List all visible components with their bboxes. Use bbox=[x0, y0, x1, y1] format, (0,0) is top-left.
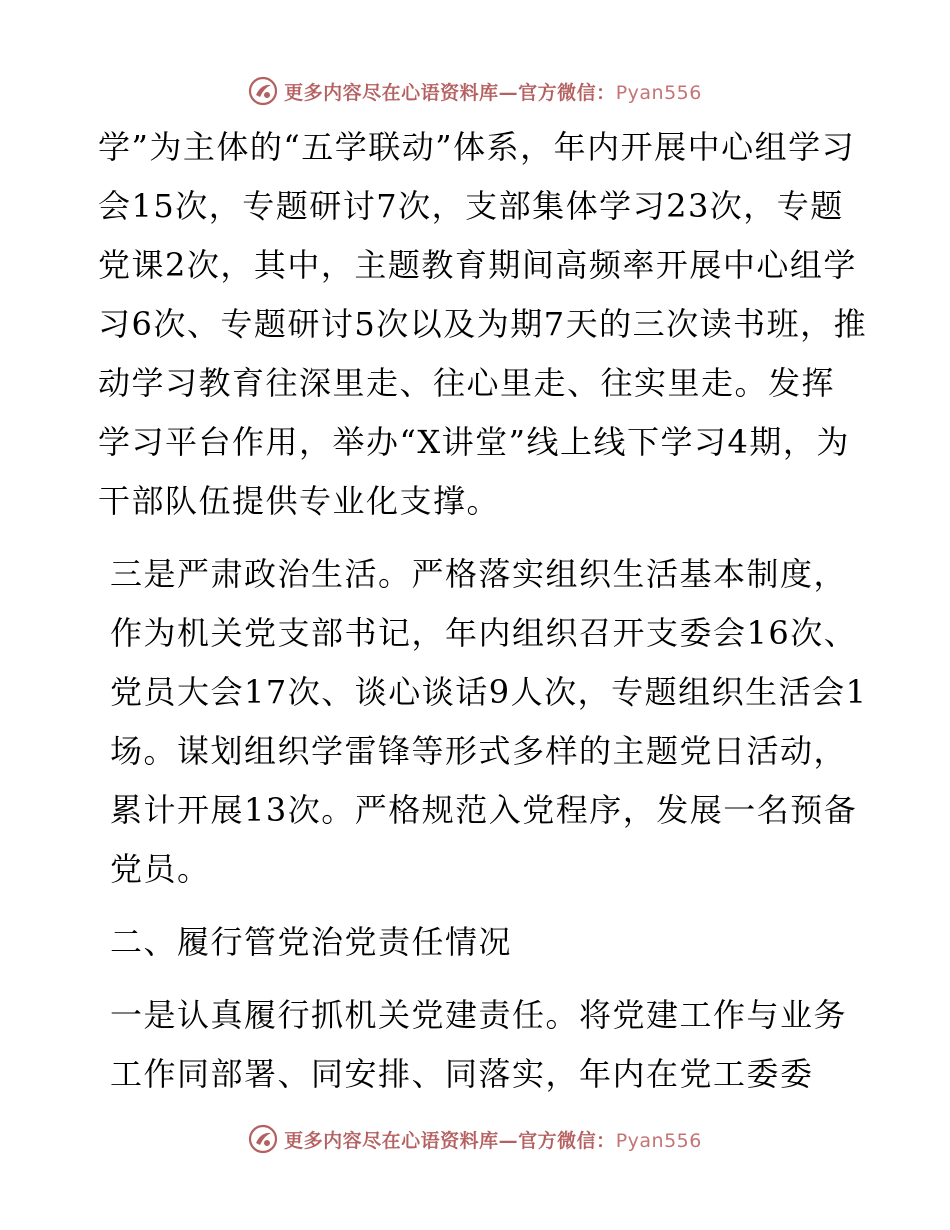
brand-logo-icon bbox=[248, 76, 278, 106]
watermark-separator: — bbox=[498, 81, 519, 104]
watermark-main: 更多内容尽在心语资料库 bbox=[284, 1129, 499, 1152]
watermark-text bbox=[284, 1126, 702, 1153]
watermark-wechat-id: Pyan556 bbox=[615, 81, 702, 104]
watermark-text bbox=[284, 78, 702, 105]
watermark-main: 更多内容尽在心语资料库 bbox=[284, 81, 499, 104]
watermark-label: 官方微信： bbox=[518, 81, 616, 104]
paragraph-party-building: 一是认真履行抓机关党建责任。将党建工作与业务工作同部署、同安排、同落实，年内在党工委委 bbox=[110, 996, 848, 1093]
paragraph-study-system: 学”为主体的“五学联动”体系，年内开展中心组学习会15次，专题研讨7次，支部集体学习23次，专题党课2次，其中，主题教育期间高频率开展中心组学习6次、专题研讨5次以及为期7天的三次读书班，推动学习教育往深里走、往心里走、往实里走。发挥学习平台作用，举办“X讲堂”线上线下学习4期，为干部队伍提供专业化支撑。 bbox=[98, 128, 868, 520]
header-watermark bbox=[0, 74, 950, 108]
watermark-separator: — bbox=[498, 1129, 519, 1152]
section-heading: 二、履行管党治党责任情况 bbox=[110, 923, 513, 961]
watermark-label: 官方微信： bbox=[518, 1129, 616, 1152]
footer-watermark bbox=[0, 1122, 950, 1156]
paragraph-political-life: 三是严肃政治生活。严格落实组织生活基本制度，作为机关党支部书记，年内组织召开支委会16次、党员大会17次、谈心谈话9人次，专题组织生活会1场。谋划组织学雷锋等形式多样的主题党日活动，累计开展13次。严格规范入党程序，发展一名预备党员。 bbox=[110, 555, 868, 888]
document-body bbox=[98, 118, 868, 1104]
watermark-wechat-id: Pyan556 bbox=[615, 1129, 702, 1152]
brand-logo-icon bbox=[248, 1124, 278, 1154]
